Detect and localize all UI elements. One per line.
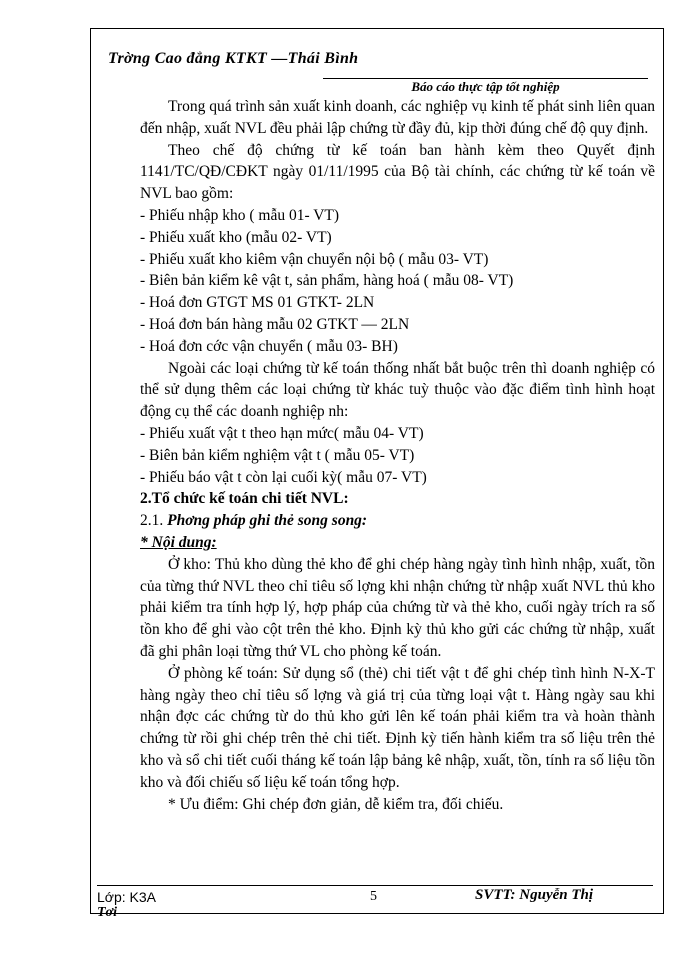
paragraph-intro: Trong quá trình sản xuất kinh doanh, các nghiệp vụ kinh tế phát sinh liên quan đến nhập, xuất NVL đều phải lập chứng từ đầy đủ, kịp thời đúng chế độ quy định. [140, 98, 655, 137]
header-rule [323, 78, 648, 79]
report-title: Báo cáo thực tập tốt nghiệp [411, 80, 560, 94]
footer-class: Lớp: K3A [97, 889, 156, 905]
list-item: - Biên bản kiểm kê vật t, sản phẩm, hàng hoá ( mẫu 08- VT) [140, 272, 514, 290]
footer-rule [97, 885, 653, 886]
section-heading: 2.Tổ chức kế toán chi tiết NVL: [140, 490, 349, 508]
content-label: * Nội dung: [140, 533, 217, 551]
list-item: - Biên bản kiểm nghiệm vật t ( mẫu 05- VT) [140, 446, 415, 464]
subsection-title: Phơng pháp ghi thẻ song song: [167, 512, 368, 530]
footer-author-cont: Tơi [97, 905, 117, 920]
subsection-number: 2.1. [140, 512, 168, 530]
list-item: - Hoá đơn GTGT MS 01 GTKT- 2LN [140, 294, 375, 312]
page-header [108, 40, 648, 100]
list-item: - Phiếu xuất vật t theo hạn mức( mẫu 04- VT) [140, 424, 424, 442]
footer-author: SVTT: Nguyễn Thị [475, 887, 594, 903]
paragraph-additional: Ngoài các loại chứng từ kế toán thống nhất bắt buộc trên thì doanh nghiệp có thể sử dụng thêm các loại chứng từ khác tuỳ thuộc vào đặc điểm tình hình hoạt động cụ thể các doanh nghiệp nh: [140, 359, 655, 421]
paragraph-regulation: Theo chế độ chứng từ kế toán ban hành kèm theo Quyết định 1141/TC/QĐ/CĐKT ngày 01/11/1995 của Bộ tài chính, các chứng từ kế toán về NVL bao gồm: [140, 141, 655, 203]
list-item: - Hoá đơn cớc vận chuyển ( mẫu 03- BH) [140, 337, 398, 355]
subsection-heading [140, 510, 655, 532]
paragraph-accounting: Ở phòng kế toán: Sử dụng sổ (thẻ) chi tiết vật t để ghi chép tình hình N-X-T hàng ngày theo chỉ tiêu số lợng và giá trị của từng loại vật t. Hàng ngày sau khi nhận đợc các chứng từ do thủ kho gửi lên kế toán phải kiểm tra và hoàn thành chứng từ rồi ghi chép trên thẻ chi tiết. Định kỳ tiến hành kiểm tra số liệu trên thẻ kho và sổ chi tiết cuối tháng kế toán lập bảng kê nhập, xuất, tồn, tính ra số liệu tồn kho và đối chiếu số liệu kế toán tổng hợp. [140, 664, 655, 791]
list-item: - Phiếu xuất kho (mẫu 02- VT) [140, 228, 332, 246]
list-item: - Phiếu báo vật t còn lại cuối kỳ( mẫu 07- VT) [140, 468, 427, 486]
list-item: - Phiếu xuất kho kiêm vận chuyển nội bộ ( mẫu 03- VT) [140, 250, 489, 268]
page-number: 5 [370, 889, 377, 904]
list-item: - Phiếu nhập kho ( mẫu 01- VT) [140, 206, 340, 224]
document-body [140, 96, 655, 815]
paragraph-warehouse: Ở kho: Thủ kho dùng thẻ kho để ghi chép hàng ngày tình hình nhập, xuất, tồn của từng thứ NVL theo chỉ tiêu số lợng khi nhận chứng từ nhập xuất NVL thủ kho phải kiểm tra tính hợp lý, hợp pháp của chứng từ và thẻ kho, cuối ngày trích ra số tồn kho để ghi vào cột trên thẻ kho. Định kỳ thủ kho gửi các chứng từ nhập, xuất đã ghi phân loại từng thứ VL cho phòng kế toán. [140, 555, 655, 660]
list-item: - Hoá đơn bán hàng mẫu 02 GTKT — 2LN [140, 315, 410, 333]
school-name: Trờng Cao đẳng KTKT —Thái Bình [108, 50, 359, 67]
paragraph-advantage: * Ưu điểm: Ghi chép đơn giản, dễ kiểm tra, đối chiếu. [168, 795, 504, 813]
